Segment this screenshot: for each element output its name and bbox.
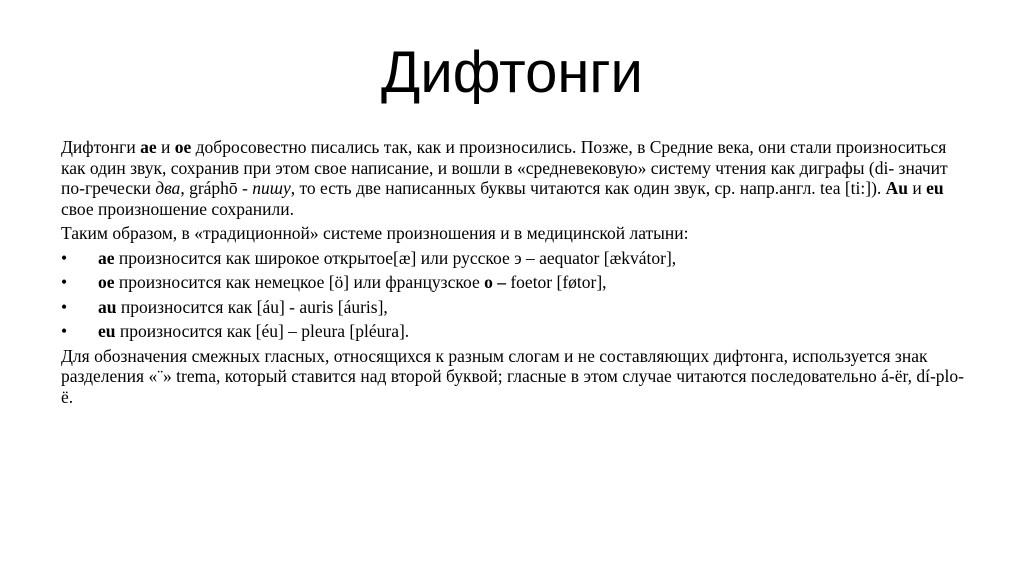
bullet-icon: • xyxy=(61,272,68,292)
italic-pishu: пишу xyxy=(252,178,291,198)
paragraph-diphthongs-history xyxy=(61,137,973,219)
text-run: свое произношение сохранили. xyxy=(61,198,294,219)
bullet-icon: • xyxy=(61,321,68,341)
list-term: eu xyxy=(98,321,116,341)
list-text: произносится как [éu] – pleura [pléura]. xyxy=(115,321,410,341)
slide-title: Дифтонги xyxy=(381,40,643,105)
list-term-o: o – xyxy=(484,272,506,292)
italic-dva: два xyxy=(155,178,181,198)
slide-body xyxy=(61,137,973,411)
list-text: произносится как широкое открытое[æ] или русское э – aequator [ækvátor], xyxy=(114,247,677,268)
list-term: au xyxy=(98,296,117,317)
list-item-ae xyxy=(61,248,973,269)
list-item-eu xyxy=(61,321,973,342)
list-term: ae xyxy=(98,247,115,268)
bullet-icon: • xyxy=(61,296,68,317)
text-run: Дифтонги xyxy=(61,137,141,157)
term-ae: ae xyxy=(140,137,157,157)
text-run: и xyxy=(156,137,175,157)
list-item-oe xyxy=(61,272,973,293)
text-run: и xyxy=(908,178,927,198)
list-text: произносится как немецкое [ö] или французское xyxy=(114,272,485,292)
text-run: , то есть две написанных буквы читаются как один звук, ср. напр.англ. tea [ti:]). xyxy=(290,178,886,198)
list-term: oe xyxy=(98,272,115,292)
term-oe: oe xyxy=(174,137,192,157)
term-au: Au xyxy=(885,178,909,198)
list-text: произносится как [áu] - auris [áuris], xyxy=(116,296,388,317)
paragraph-trema: Для обозначения смежных гласных, относящихся к разным слогам и не составляющих дифтонга, используется знак разделения «¨» trema, который ставится над второй буквой; гласные в этом случае читаются последовательно á-ёr, dí-plo-ё. xyxy=(61,345,964,407)
list-item-au xyxy=(61,297,973,318)
text-run: , gráphō - xyxy=(180,178,253,198)
pronunciation-list xyxy=(61,248,973,342)
text-run: добросовестно писались так, как и произносились. Позже, в Средние века, они стали произноситься как один звук, сохранив при этом свое написание, и вошли в «средневековую» систему чтения как диграфы (di- значит по-гречески xyxy=(61,137,948,198)
term-eu: eu xyxy=(926,178,944,198)
paragraph-traditional-system: Таким образом, в «традиционной» системе произношения и в медицинской латыни: xyxy=(61,223,689,243)
bullet-icon: • xyxy=(61,247,68,268)
list-text: foetor [føtor], xyxy=(505,272,607,292)
